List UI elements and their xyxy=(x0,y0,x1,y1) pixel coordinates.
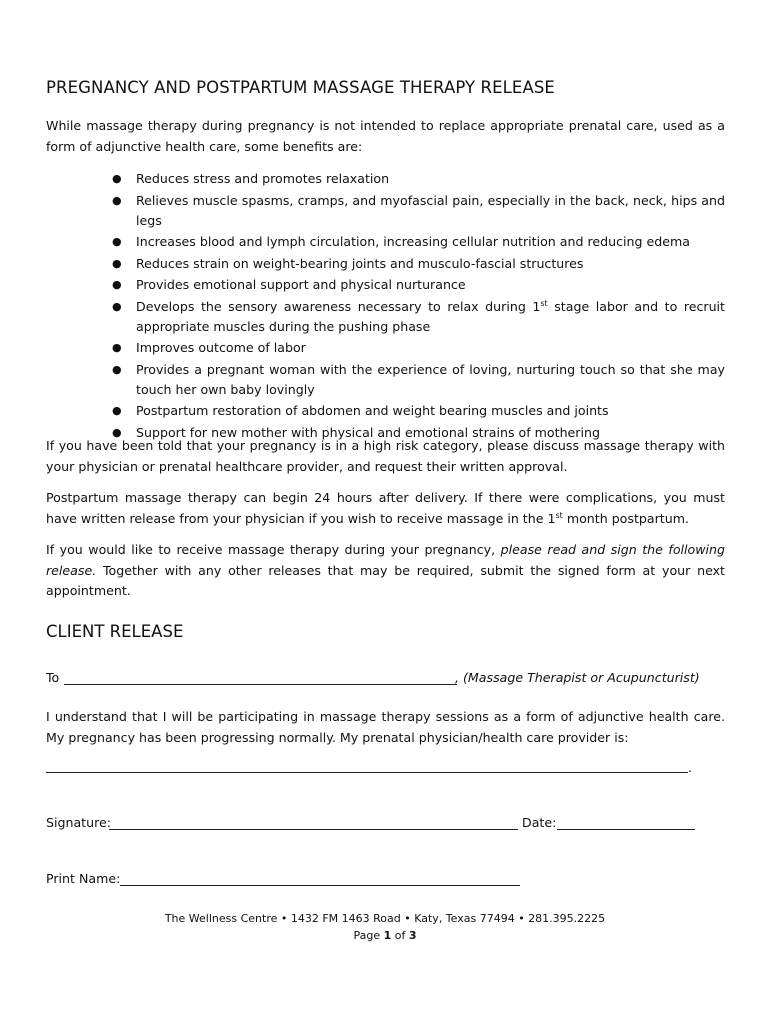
client-release-heading: CLIENT RELEASE xyxy=(46,622,184,641)
bullet-icon: ● xyxy=(112,404,122,417)
print-name-label: Print Name: xyxy=(46,871,121,886)
list-item: ● Develops the sensory awareness necessary to relax during 1st stage labor and to recruit appropriate muscles during the pushing phase xyxy=(112,298,725,334)
signature-field[interactable] xyxy=(109,829,518,830)
list-item: ● Support for new mother with physical and emotional strains of mothering xyxy=(46,423,725,443)
to-suffix-label: , (Massage Therapist or Acupuncturist) xyxy=(455,670,700,685)
bullet-icon: ● xyxy=(112,425,122,439)
document-title: PREGNANCY AND POSTPARTUM MASSAGE THERAPY RELEASE xyxy=(46,78,555,97)
list-item: ● Increases blood and lymph circulation, increasing cellular nutrition and reducing edema xyxy=(46,232,725,252)
bullet-icon: ● xyxy=(112,341,122,354)
date-field[interactable] xyxy=(557,829,695,830)
list-item: ● Provides a pregnant woman with the experience of loving, nurturing touch so that she may touch her own baby lovingly xyxy=(112,361,725,397)
bullet-icon: ● xyxy=(112,193,122,207)
provider-period: . xyxy=(688,760,693,775)
bullet-icon: ● xyxy=(112,172,122,185)
list-item: ● Reduces strain on weight-bearing joints and musculo-fascial structures xyxy=(46,254,725,274)
bullet-icon: ● xyxy=(112,299,122,313)
receive-paragraph: If you would like to receive massage therapy during your pregnancy, please read and sign the following release. Together with any other releases that may be required, submit the signed form at your next appointment. xyxy=(46,542,726,598)
to-label: To xyxy=(46,670,60,685)
print-name-field[interactable] xyxy=(120,885,520,886)
bullet-icon: ● xyxy=(112,362,122,376)
therapist-name-field[interactable] xyxy=(64,684,457,685)
list-item: ● Reduces stress and promotes relaxation xyxy=(46,169,725,189)
list-item: ● Relieves muscle spasms, cramps, and myofascial pain, especially in the back, neck, hips and legs xyxy=(112,192,725,228)
footer-address: The Wellness Centre • 1432 FM 1463 Road • Katy, Texas 77494 • 281.395.2225 xyxy=(164,912,606,925)
list-item: ● Improves outcome of labor xyxy=(46,338,725,358)
signature-label: Signature: xyxy=(46,815,111,830)
provider-name-field[interactable] xyxy=(46,772,688,773)
benefits-list xyxy=(46,169,725,444)
bullet-icon: ● xyxy=(112,278,122,291)
bullet-icon: ● xyxy=(112,256,122,270)
bullet-icon: ● xyxy=(112,235,122,248)
date-label: Date: xyxy=(522,815,557,830)
postpartum-paragraph: Postpartum massage therapy can begin 24 hours after delivery. If there were complications, you must have written release from your physician if you wish to receive massage in the 1st month postpartum. xyxy=(46,490,725,526)
intro-paragraph: While massage therapy during pregnancy is not intended to replace appropriate prenatal care, used as a form of adjunctive health care, some benefits are: xyxy=(46,118,725,154)
page-number: Page 1 of 3 xyxy=(353,929,417,942)
high-risk-paragraph: If you have been told that your pregnancy is in a high risk category, please discuss massage therapy with your physician or prenatal healthcare provider, and request their written approval. xyxy=(46,438,725,474)
understand-paragraph: I understand that I will be participating in massage therapy sessions as a form of adjunctive health care. My pregnancy has been progressing normally. My prenatal physician/health care provider is: xyxy=(46,709,725,745)
list-item: ● Provides emotional support and physical nurturance xyxy=(46,275,725,295)
list-item: ● Postpartum restoration of abdomen and weight bearing muscles and joints xyxy=(46,401,725,421)
